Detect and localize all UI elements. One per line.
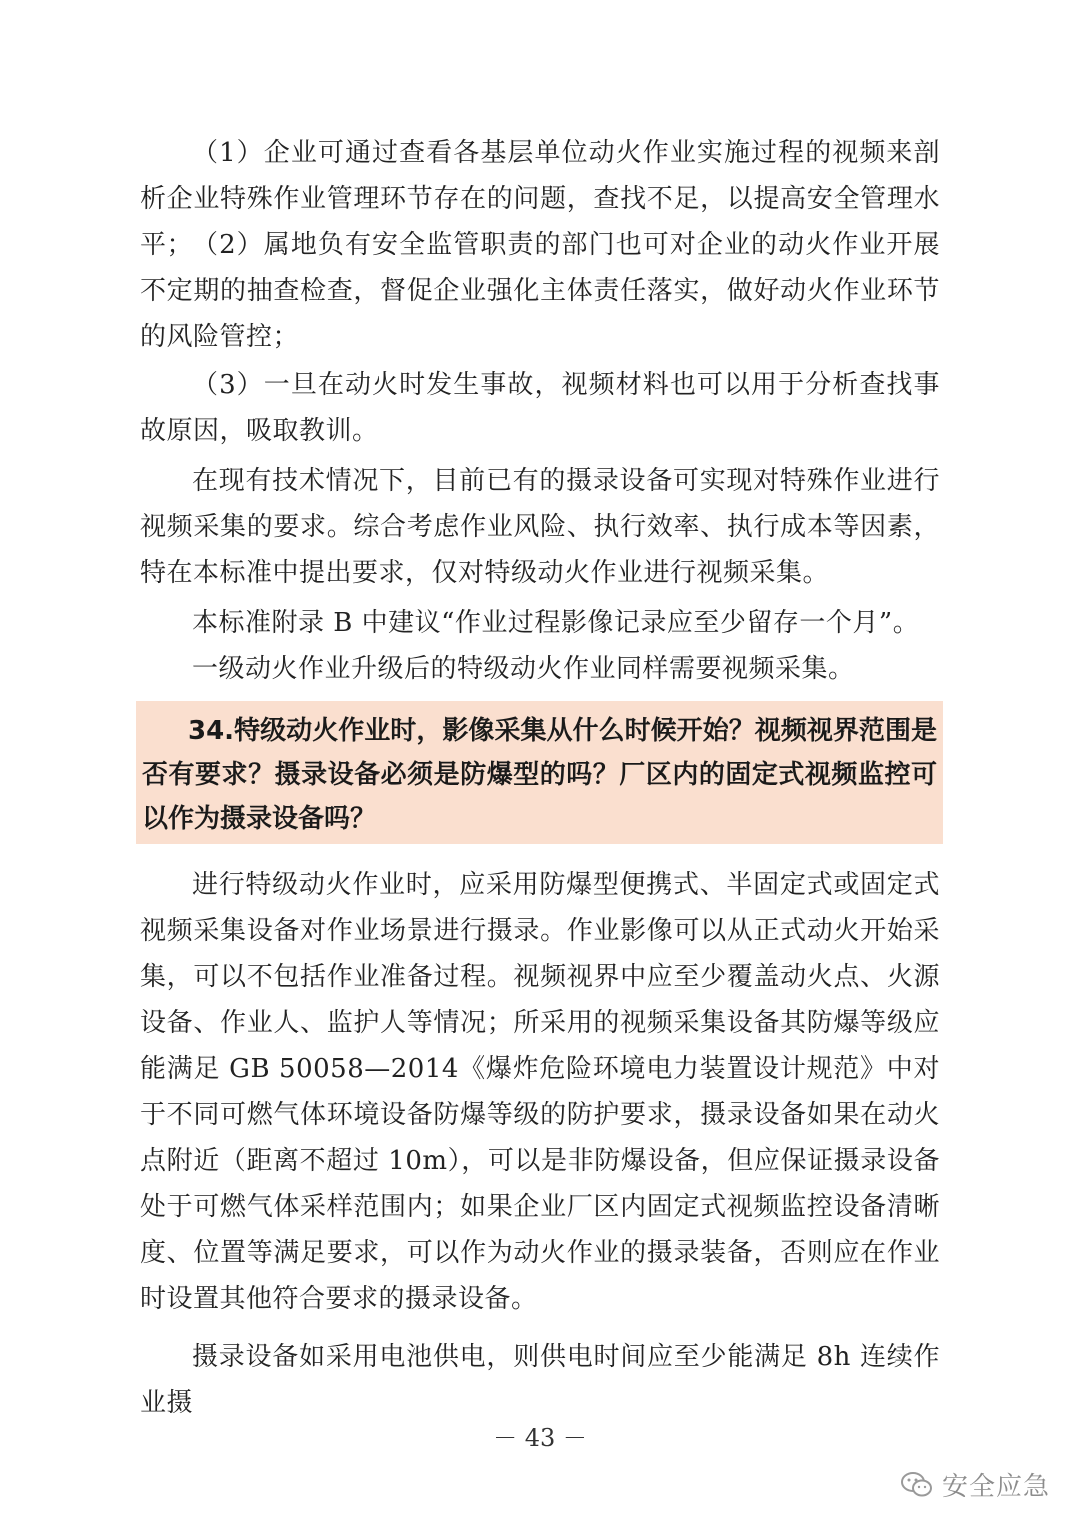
question-heading: 34.特级动火作业时，影像采集从什么时候开始？视频视界范围是否有要求？摄录设备必须是防爆型的吗？厂区内的固定式视频监控可以作为摄录设备吗？ (142, 716, 937, 834)
page-number: － 43 － (493, 1424, 587, 1452)
paragraph-1: （1）企业可通过查看各基层单位动火作业实施过程的视频来剖析企业特殊作业管理环节存在的问题，查找不足，以提高安全管理水平； (140, 138, 940, 260)
watermark-label: 安全应急 (941, 1472, 1050, 1502)
wechat-icon (900, 1471, 934, 1499)
answer-paragraph: 进行特级动火作业时，应采用防爆型便携式、半固定式或固定式视频采集设备对作业场景进行摄录。作业影像可以从正式动火开始采集，可以不包括作业准备过程。视频视界中应至少覆盖动火点、火源设备、作业人、监护人等情况；所采用的视频采集设备其防爆等级应能满足 GB 50058—2014《爆炸危险环境电力装置设计规范》中对于不同可燃气体环境设备防爆等级的防护要求，摄录设备如果在动火点附近（距离不超过 10m），可以是非防爆设备，但应保证摄录设备处于可燃气体采样范围内；如果企业厂区内固定式视频监控设备清晰度、位置等满足要求，可以作为动火作业的摄录装备，否则应在作业时设置其他符合要求的摄录设备。 (140, 870, 940, 1314)
paragraph-3: （3）一旦在动火时发生事故，视频材料也可以用于分析查找事故原因，吸取教训。 (140, 370, 940, 446)
paragraph-2: （2）属地负有安全监管职责的部门也可对企业的动火作业开展不定期的抽查检查，督促企业强化主体责任落实，做好动火作业环节的风险管控； (140, 230, 940, 352)
question-highlight-box (136, 701, 943, 844)
paragraph-8: 摄录设备如采用电池供电，则供电时间应至少能满足 8h 连续作业摄 (140, 1342, 940, 1418)
paragraph-4: 在现有技术情况下，目前已有的摄录设备可实现对特殊作业进行视频采集的要求。综合考虑作业风险、执行效率、执行成本等因素，特在本标准中提出要求，仅对特级动火作业进行视频采集。 (140, 466, 940, 588)
wechat-watermark (900, 1466, 1050, 1503)
paragraph-6: 一级动火作业升级后的特级动火作业同样需要视频采集。 (192, 654, 855, 684)
paragraph-5: 本标准附录 B 中建议“作业过程影像记录应至少留存一个月”。 (192, 608, 920, 638)
